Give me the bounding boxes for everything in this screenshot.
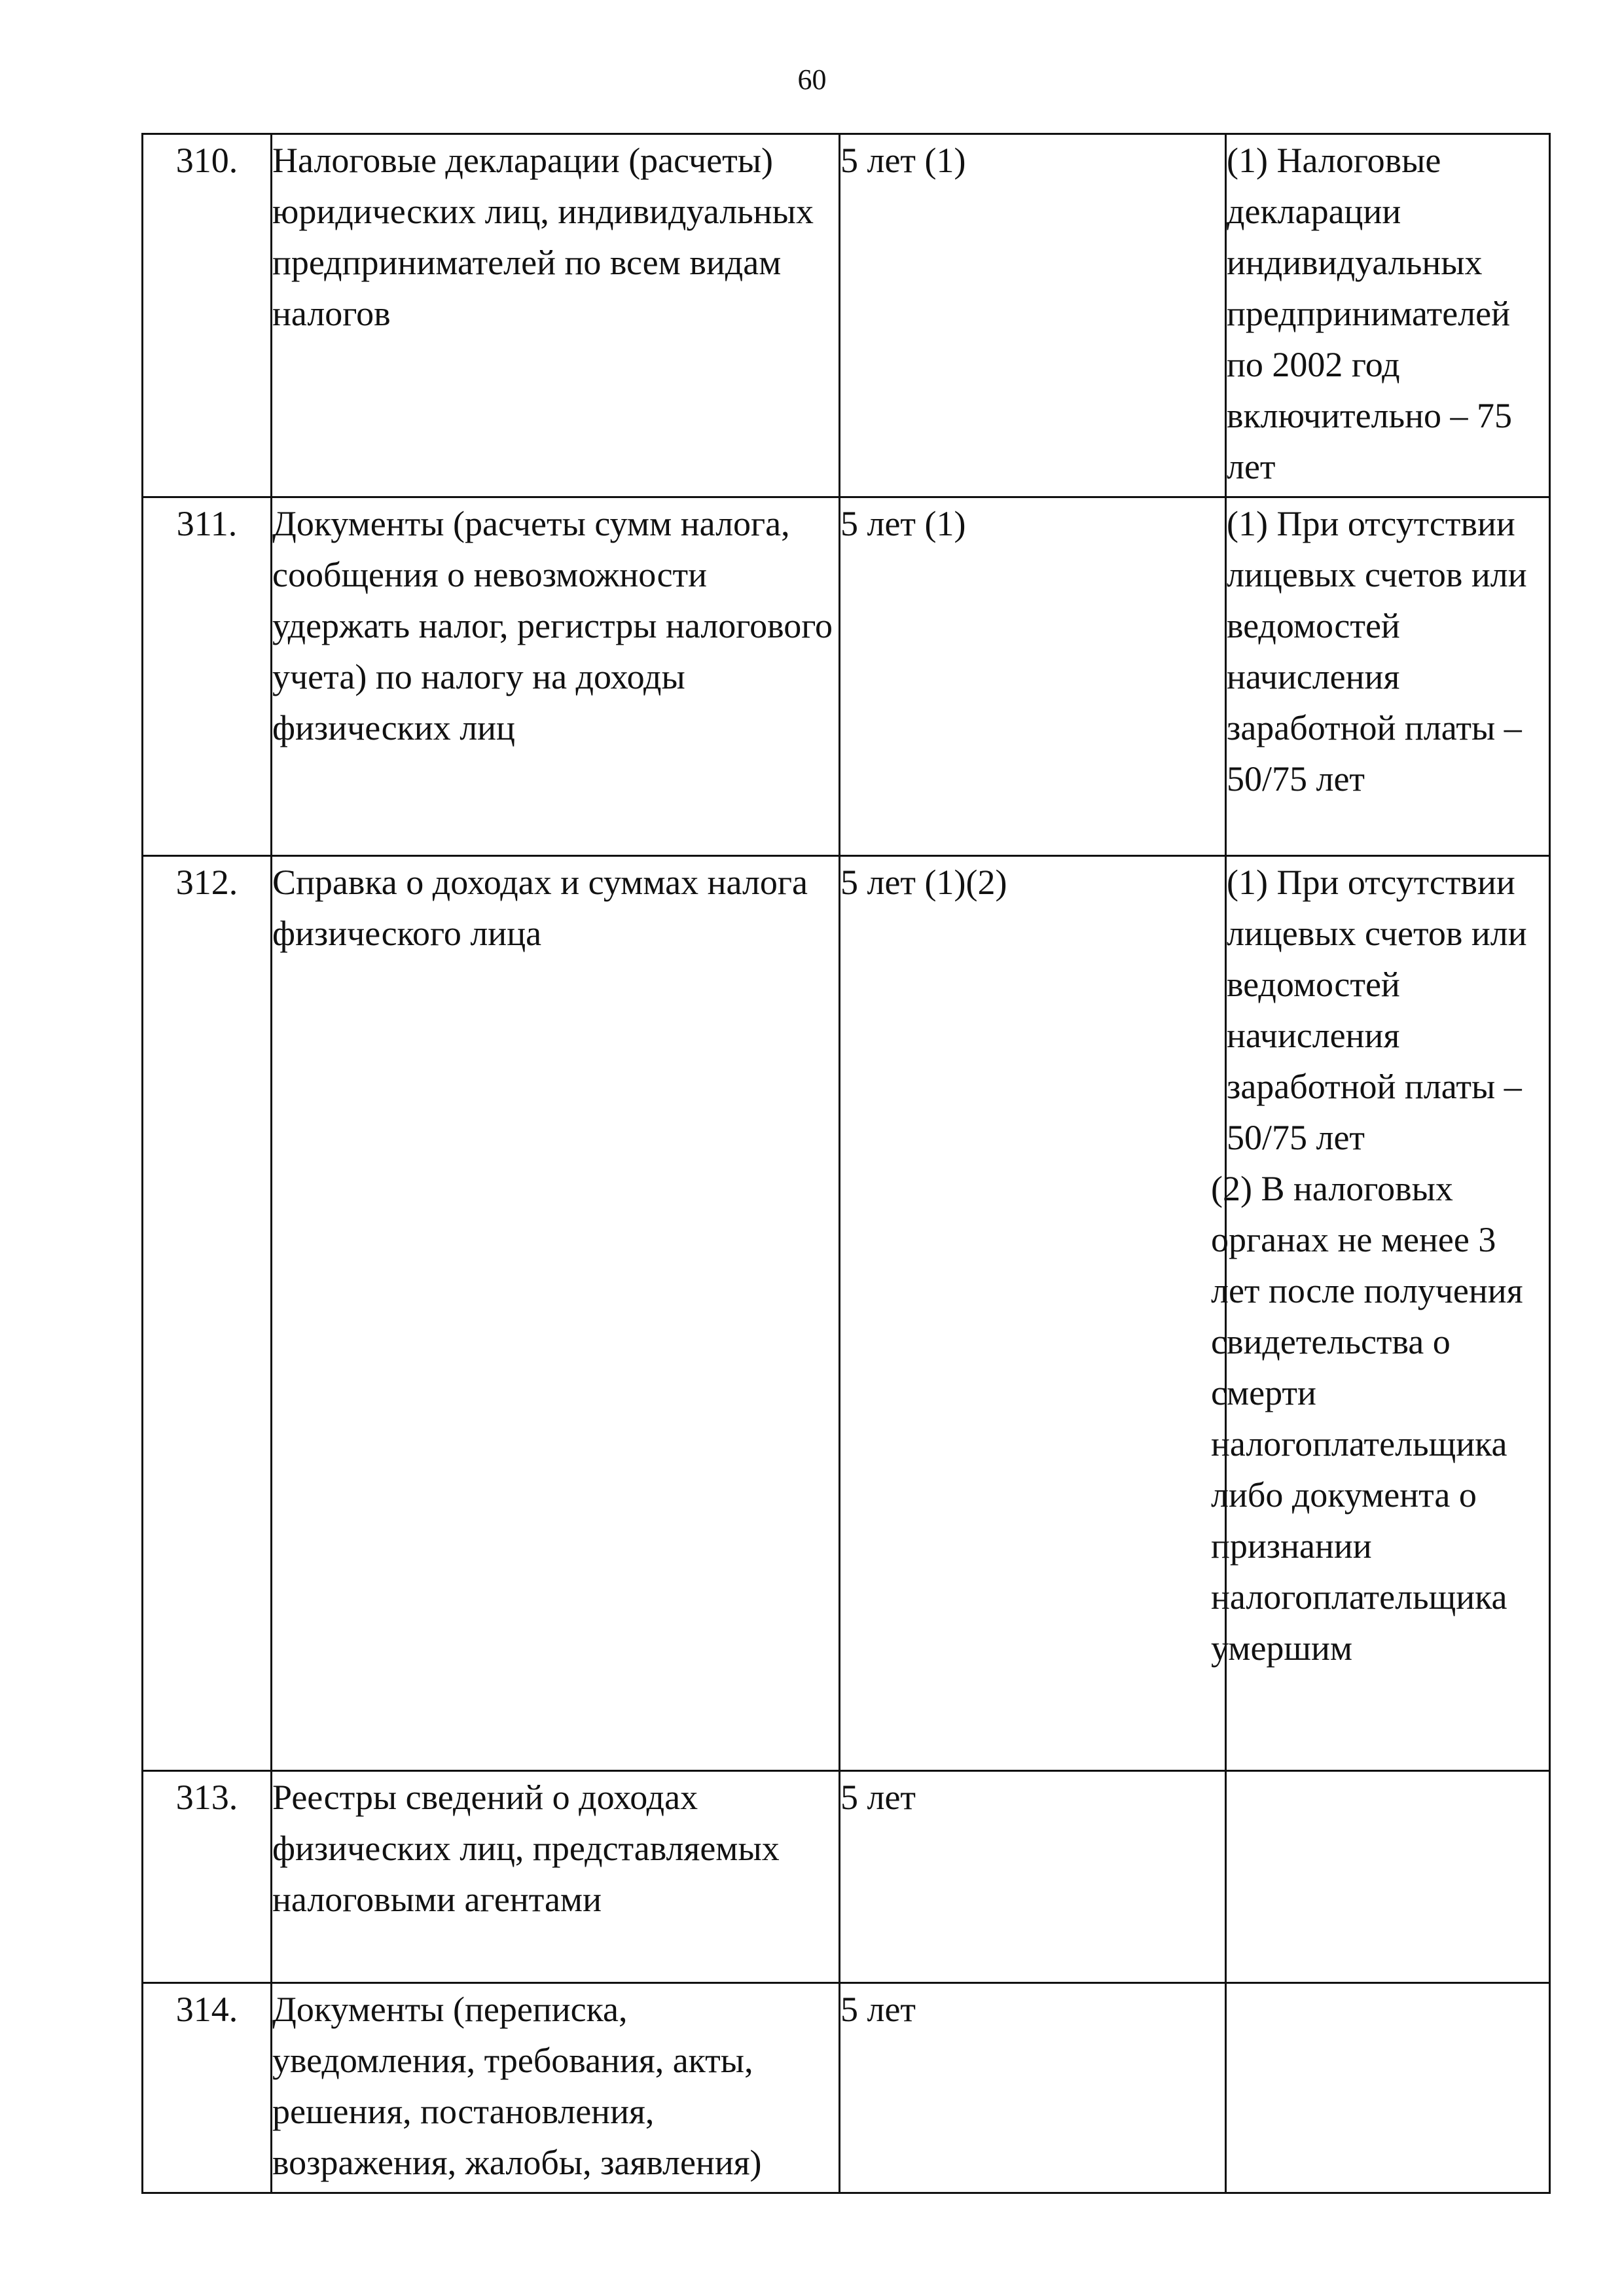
retention-term: 5 лет bbox=[840, 1771, 1226, 1983]
note-cell bbox=[1226, 1983, 1550, 2193]
row-number: 313. bbox=[143, 1771, 272, 1983]
records-table bbox=[141, 133, 1551, 2194]
table-row bbox=[143, 856, 1550, 1771]
note-cell bbox=[1226, 1771, 1550, 1983]
document-title: Документы (расчеты сумм налога, сообщения о невозможности удержать налог, регистры налогового учета) по налогу на доходы физических лиц bbox=[272, 497, 840, 856]
row-number: 312. bbox=[143, 856, 272, 1771]
note-text: (2) В налоговых органах не менее 3 лет после получения свидетельства о смерти налогоплательщика либо документа о признании налогоплательщика умершим bbox=[1211, 1169, 1523, 1668]
note-text: (1) Налоговые декларации индивидуальных предпринимателей по 2002 год включительно – 75 лет bbox=[1227, 141, 1513, 486]
document-title: Документы (переписка, уведомления, требования, акты, решения, постановления, возражения, жалобы, заявления) bbox=[272, 1983, 840, 2193]
note-text: (1) При отсутствии лицевых счетов или ведомостей начисления заработной платы – 50/75 лет bbox=[1227, 504, 1527, 798]
table-row bbox=[143, 1983, 1550, 2193]
note-cell bbox=[1211, 856, 1550, 1771]
row-number: 310. bbox=[143, 134, 272, 497]
page-number: 60 bbox=[797, 63, 827, 96]
document-title: Справка о доходах и суммах налога физического лица bbox=[272, 856, 840, 1771]
table-row bbox=[143, 1771, 1550, 1983]
retention-term: 5 лет (1) bbox=[840, 497, 1226, 856]
document-title: Реестры сведений о доходах физических лиц, представляемых налоговыми агентами bbox=[272, 1771, 840, 1983]
retention-term: 5 лет (1) bbox=[840, 134, 1226, 497]
table-row bbox=[143, 134, 1550, 497]
row-number: 311. bbox=[143, 497, 272, 856]
note-cell bbox=[1226, 134, 1550, 497]
row-number: 314. bbox=[143, 1983, 272, 2193]
retention-term: 5 лет bbox=[840, 1983, 1226, 2193]
retention-term: 5 лет (1)(2) bbox=[840, 856, 1226, 1771]
note-cell bbox=[1226, 497, 1550, 856]
table-row bbox=[143, 497, 1550, 856]
note-text: (1) При отсутствии лицевых счетов или ведомостей начисления заработной платы – 50/75 лет bbox=[1227, 863, 1527, 1157]
document-title: Налоговые декларации (расчеты) юридических лиц, индивидуальных предпринимателей по всем видам налогов bbox=[272, 134, 840, 497]
